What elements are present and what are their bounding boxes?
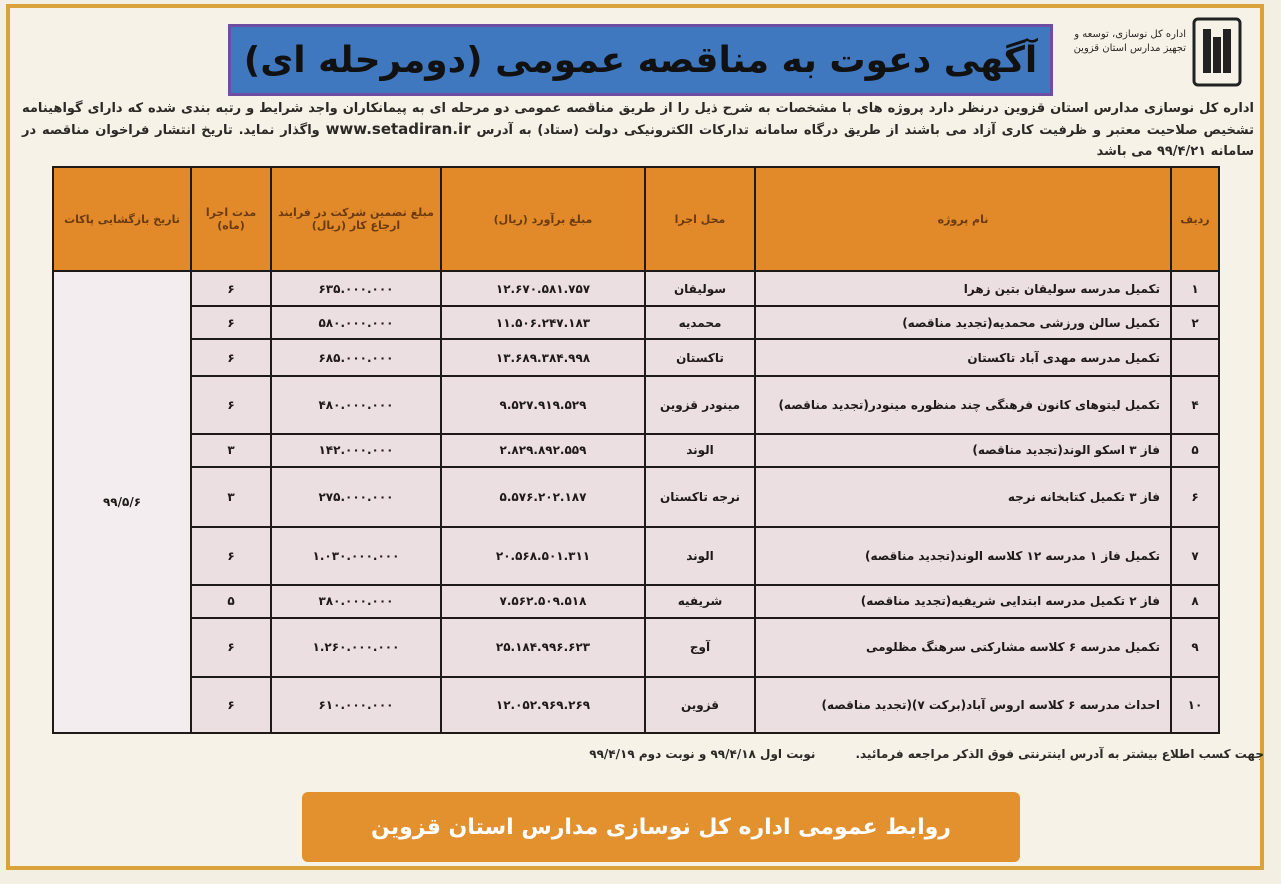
row-location: قزوین bbox=[645, 677, 755, 733]
organization-name: اداره کل نوسازی، توسعه و تجهیز مدارس استان قزوین bbox=[1073, 29, 1186, 54]
row-no: ۵ bbox=[1171, 434, 1219, 467]
row-months: ۶ bbox=[191, 527, 271, 585]
table-row bbox=[53, 585, 1219, 618]
header-guarantee: مبلغ تضمین شرکت در فرایند ارجاع کار (ریال) bbox=[271, 167, 441, 271]
notice-title-banner bbox=[228, 24, 1053, 96]
row-guarantee: ۱۴۲.۰۰۰.۰۰۰ bbox=[271, 434, 441, 467]
row-months: ۶ bbox=[191, 618, 271, 678]
table-row bbox=[53, 376, 1219, 434]
row-location: شریفیه bbox=[645, 585, 755, 618]
row-months: ۳ bbox=[191, 434, 271, 467]
row-months: ۶ bbox=[191, 376, 271, 434]
row-location: آوج bbox=[645, 618, 755, 678]
row-title: تکمیل سالن ورزشی محمدیه(تجدید مناقصه) bbox=[755, 306, 1171, 339]
footer-info-text: جهت کسب اطلاع بیشتر به آدرس اینترنتی فوق الذکر مراجعه فرمائید. bbox=[855, 747, 1264, 761]
row-no: ۶ bbox=[1171, 467, 1219, 527]
row-location: محمدیه bbox=[645, 306, 755, 339]
row-location: مینودر قزوین bbox=[645, 376, 755, 434]
row-location: تاکستان bbox=[645, 339, 755, 376]
intro-paragraph bbox=[22, 98, 1254, 162]
row-no: ۱ bbox=[1171, 271, 1219, 306]
row-estimate: ۵.۵۷۶.۲۰۲.۱۸۷ bbox=[441, 467, 645, 527]
header-location: محل اجرا bbox=[645, 167, 755, 271]
row-guarantee: ۶۸۵.۰۰۰.۰۰۰ bbox=[271, 339, 441, 376]
row-guarantee: ۴۸۰.۰۰۰.۰۰۰ bbox=[271, 376, 441, 434]
row-title: فاز ۳ اسکو الوند(تجدید مناقصه) bbox=[755, 434, 1171, 467]
row-location: الوند bbox=[645, 434, 755, 467]
row-estimate: ۲۵.۱۸۴.۹۹۶.۶۲۳ bbox=[441, 618, 645, 678]
table-header-row bbox=[53, 167, 1219, 271]
row-guarantee: ۳۸۰.۰۰۰.۰۰۰ bbox=[271, 585, 441, 618]
table-row bbox=[53, 339, 1219, 376]
row-no: ۷ bbox=[1171, 527, 1219, 585]
setad-url-link[interactable]: www.setadiran.ir bbox=[325, 120, 471, 138]
row-months: ۵ bbox=[191, 585, 271, 618]
table-row bbox=[53, 467, 1219, 527]
row-no: ۸ bbox=[1171, 585, 1219, 618]
table-row bbox=[53, 306, 1219, 339]
row-location: نرجه تاکستان bbox=[645, 467, 755, 527]
row-title: تکمیل مدرسه ۶ کلاسه مشارکتی سرهنگ مظلومی bbox=[755, 618, 1171, 678]
tender-table bbox=[52, 166, 1220, 734]
row-estimate: ۱۱.۵۰۶.۲۴۷.۱۸۳ bbox=[441, 306, 645, 339]
table-row bbox=[53, 527, 1219, 585]
intro-text-2: واگذار نماید. تاریخ انتشار فراخوان مناقصه در سامانه ۹۹/۴/۲۱ می باشد bbox=[22, 123, 1254, 159]
intro-text: اداره کل نوسازی مدارس استان قزوین درنظر دارد پروژه های با مشخصات به شرح ذیل را از طریق مناقصه عمومی دو مرحله ای به پیمانکاران واجد شرایط و رتبه بندی شده که دارای گواهینامه تشخیص صلاحیت معتبر و ظرفیت کاری آزاد می باشند از طریق درگاه سامانه تدارکات الکترونیکی دولت (ستاد) به آدرس bbox=[22, 101, 1255, 138]
row-no: ۴ bbox=[1171, 376, 1219, 434]
row-months: ۶ bbox=[191, 271, 271, 306]
row-guarantee: ۶۳۵.۰۰۰.۰۰۰ bbox=[271, 271, 441, 306]
row-title: تکمیل لیتوهای کانون فرهنگی چند منظوره مینودر(تجدید مناقصه) bbox=[755, 376, 1171, 434]
row-location: الوند bbox=[645, 527, 755, 585]
row-estimate: ۹.۵۲۷.۹۱۹.۵۲۹ bbox=[441, 376, 645, 434]
row-guarantee: ۲۷۵.۰۰۰.۰۰۰ bbox=[271, 467, 441, 527]
signature-text: روابط عمومی اداره کل نوسازی مدارس استان قزوین bbox=[371, 814, 951, 840]
page-title: آگهی دعوت به مناقصه عمومی (دومرحله ای) bbox=[243, 39, 1038, 81]
row-estimate: ۱۳.۶۸۹.۳۸۴.۹۹۸ bbox=[441, 339, 645, 376]
row-title: احداث مدرسه ۶ کلاسه اروس آباد(برکت ۷)(تجدید مناقصه) bbox=[755, 677, 1171, 733]
header-opening-date: تاریخ بازگشایی پاکات bbox=[53, 167, 191, 271]
opening-date-cell: ۹۹/۵/۶ bbox=[53, 271, 191, 733]
row-months: ۶ bbox=[191, 339, 271, 376]
row-location: سولیقان bbox=[645, 271, 755, 306]
organization-logo bbox=[1188, 14, 1246, 90]
row-estimate: ۷.۵۶۲.۵۰۹.۵۱۸ bbox=[441, 585, 645, 618]
row-estimate: ۲.۸۲۹.۸۹۲.۵۵۹ bbox=[441, 434, 645, 467]
header-project: نام پروژه bbox=[755, 167, 1171, 271]
header-estimate: مبلغ برآورد (ریال) bbox=[441, 167, 645, 271]
row-months: ۳ bbox=[191, 467, 271, 527]
footer-note bbox=[330, 742, 1264, 766]
row-estimate: ۱۲.۶۷۰.۵۸۱.۷۵۷ bbox=[441, 271, 645, 306]
row-no: ۹ bbox=[1171, 618, 1219, 678]
row-no bbox=[1171, 339, 1219, 376]
emblem-icon bbox=[1190, 15, 1244, 89]
row-title: تکمیل مدرسه سولیقان بتین زهرا bbox=[755, 271, 1171, 306]
table-row bbox=[53, 434, 1219, 467]
row-no: ۲ bbox=[1171, 306, 1219, 339]
table-row bbox=[53, 677, 1219, 733]
publication-dates: نوبت اول ۹۹/۴/۱۸ و نوبت دوم ۹۹/۴/۱۹ bbox=[589, 747, 816, 761]
header-duration: مدت اجرا (ماه) bbox=[191, 167, 271, 271]
row-estimate: ۱۲.۰۵۲.۹۶۹.۲۶۹ bbox=[441, 677, 645, 733]
table-row bbox=[53, 618, 1219, 678]
row-title: فاز ۳ تکمیل کتابخانه نرجه bbox=[755, 467, 1171, 527]
row-title: تکمیل مدرسه مهدی آباد تاکستان bbox=[755, 339, 1171, 376]
row-estimate: ۲۰.۵۶۸.۵۰۱.۳۱۱ bbox=[441, 527, 645, 585]
row-guarantee: ۱.۰۳۰.۰۰۰.۰۰۰ bbox=[271, 527, 441, 585]
row-months: ۶ bbox=[191, 677, 271, 733]
header-no: ردیف bbox=[1171, 167, 1219, 271]
row-title: تکمیل فاز ۱ مدرسه ۱۲ کلاسه الوند(تجدید مناقصه) bbox=[755, 527, 1171, 585]
row-months: ۶ bbox=[191, 306, 271, 339]
row-guarantee: ۵۸۰.۰۰۰.۰۰۰ bbox=[271, 306, 441, 339]
table-row bbox=[53, 271, 1219, 306]
signature-banner bbox=[302, 792, 1020, 862]
row-guarantee: ۶۱۰.۰۰۰.۰۰۰ bbox=[271, 677, 441, 733]
row-title: فاز ۲ تکمیل مدرسه ابتدایی شریفیه(تجدید مناقصه) bbox=[755, 585, 1171, 618]
row-guarantee: ۱.۲۶۰.۰۰۰.۰۰۰ bbox=[271, 618, 441, 678]
row-no: ۱۰ bbox=[1171, 677, 1219, 733]
